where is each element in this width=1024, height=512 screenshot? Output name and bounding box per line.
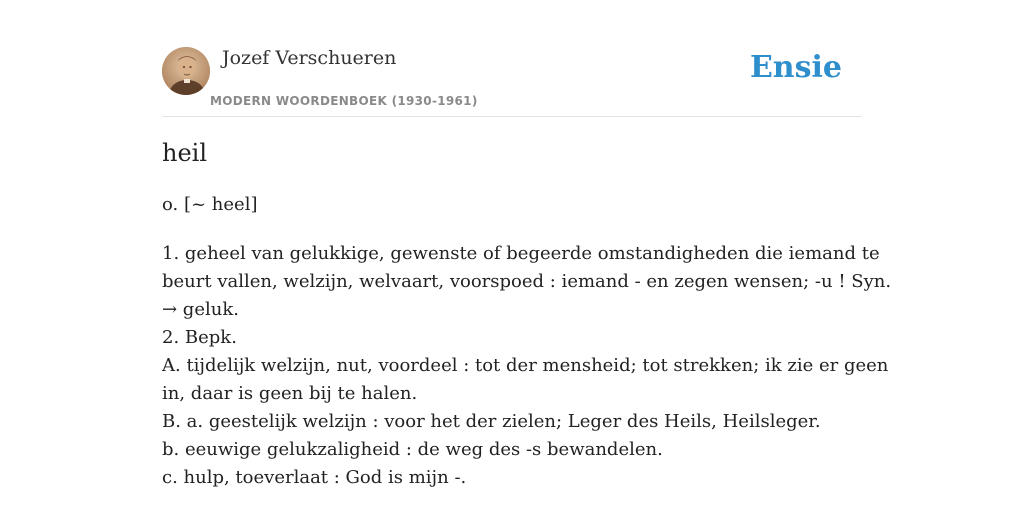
source-title[interactable]: MODERN WOORDENBOEK (1930-1961)	[210, 94, 478, 108]
entry-header	[162, 44, 862, 117]
portrait-photo-icon	[162, 47, 210, 95]
definition-line: 1. geheel van gelukkige, gewenste of begeerde omstandigheden die iemand te	[162, 243, 880, 264]
definition-text	[162, 240, 892, 492]
brand-logo[interactable]: Ensie	[749, 50, 842, 85]
definition-line: c. hulp, toeverlaat : God is mijn -.	[162, 467, 467, 488]
author-name[interactable]: Jozef Verschueren	[222, 47, 397, 69]
definition-line: → geluk.	[162, 299, 239, 320]
grammar-note: o. [~ heel]	[162, 194, 258, 215]
definition-line: in, daar is geen bij te halen.	[162, 383, 418, 404]
definition-line: B. a. geestelijk welzijn : voor het der zielen; Leger des Heils, Heilsleger.	[162, 411, 821, 432]
author-avatar[interactable]	[162, 47, 210, 95]
definition-line: 2. Bepk.	[162, 327, 237, 348]
definition-line: b. eeuwige gelukzaligheid : de weg des -s bewandelen.	[162, 439, 663, 460]
page-title: heil	[162, 139, 208, 167]
definition-line: beurt vallen, welzijn, welvaart, voorspoed : iemand - en zegen wensen; -u ! Syn.	[162, 271, 892, 292]
definition-line: A. tijdelijk welzijn, nut, voordeel : tot der mensheid; tot strekken; ik zie er geen	[162, 355, 889, 376]
